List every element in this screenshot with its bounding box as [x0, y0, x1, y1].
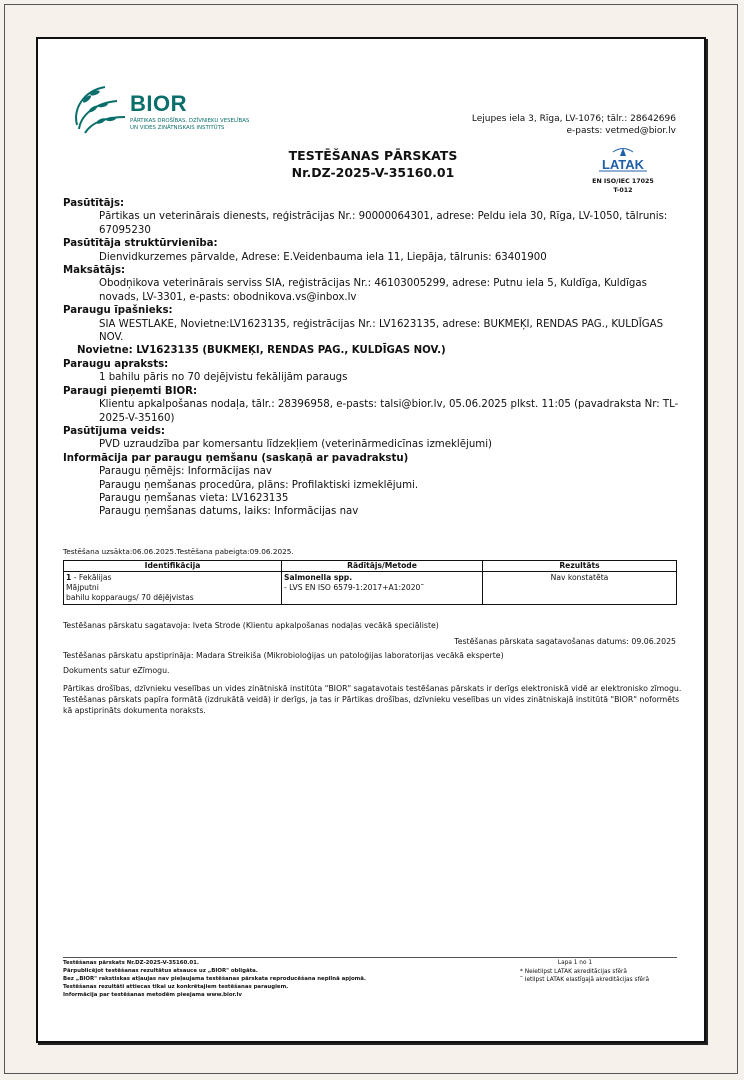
- header-indicator-method: Rādītājs/Metode: [282, 561, 483, 572]
- results-table: [63, 560, 677, 605]
- unit-value: Dienvidkurzemes pārvalde, Adrese: E.Veidenbauma iela 11, Liepāja, tālrunis: 63401900: [99, 251, 547, 263]
- page-number: Lapa 1 no 1: [557, 960, 593, 966]
- institute-address: Lejupes iela 3, Rīga, LV-1076; tālr.: 28642696 e-pasts: vetmed@bior.lv: [471, 114, 676, 136]
- description-label: Paraugu apraksts:: [63, 358, 169, 370]
- customer-label: Pasūtītājs:: [63, 198, 125, 209]
- document-title: TESTĒŠANAS PĀRSKATS Nr.DZ-2025-V-35160.01: [38, 147, 708, 181]
- payer-label: Maksātājs:: [63, 265, 126, 277]
- sampling-procedure: Paraugu ņemšanas procedūra, plāns: Profilaktiski izmeklējumi.: [99, 479, 419, 491]
- table-row: [64, 572, 677, 605]
- header-identification: Identifikācija: [64, 561, 282, 572]
- logo-subtitle: PĀRTIKAS DROŠĪBAS, DZĪVNIEKU VESELĪBAS UN VIDES ZINĀTNISKAIS INSTITŪTS: [130, 118, 250, 131]
- order-value: PVD uzraudzība par komersantu līdzekļiem (veterinārmedicīnas izmeklējumi): [99, 439, 493, 451]
- header-result: Rezultāts: [483, 561, 677, 572]
- validity-notes: Pārtikas drošības, dzīvnieku veselības un vides zinātniskā institūta "BIOR" sagatavotais testēšanas pārskats ir derīgs elektroniskā vidē ar elektronisko zīmogu. Testēšanas pārskats papīra formātā (izdrukātā veidā) ir derīgs, ja tas ir Pārtikas drošības, dzīvnieku veselības un vides zinātniskajā institūtā "BIOR" noformēts kā apstiprināts dokumenta noraksts.: [63, 684, 682, 715]
- logo-wordmark: BIOR: [130, 91, 187, 116]
- prepared-date: Testēšanas pārskata sagatavošanas datums: 09.06.2025: [454, 637, 676, 646]
- sampling-datetime: Paraugu ņemšanas datums, laiks: Informācijas nav: [99, 506, 359, 518]
- testing-dates: Testēšana uzsākta:06.06.2025.Testēšana pabeigta:09.06.2025.: [63, 547, 294, 556]
- owner-label: Paraugu īpašnieks:: [63, 305, 173, 317]
- description-value: 1 bahilu pāris no 70 dejējvistu fekālijām paraugs: [99, 372, 348, 384]
- cell-indicator-method: Salmonella spp. - LVS EN ISO 6579-1:2017+A1:2020˜: [282, 572, 483, 605]
- unit-label: Pasūtītāja struktūrvienība:: [63, 238, 218, 250]
- document-page: [36, 37, 706, 1043]
- received-label: Paraugi pieņemti BIOR:: [63, 385, 198, 397]
- report-fields: [63, 197, 683, 519]
- sampling-place: Paraugu ņemšanas vieta: LV1623135: [99, 492, 289, 504]
- accreditation-badge: LATAK EN ISO/IEC 17025 T-012: [583, 147, 663, 195]
- e-seal-note: Dokuments satur eZīmogu.: [63, 666, 170, 675]
- sampling-taker: Paraugu ņēmējs: Informācijas nav: [99, 466, 272, 478]
- cell-result: Nav konstatēta: [483, 572, 677, 605]
- table-header-row: [64, 561, 677, 572]
- report-number: Nr.DZ-2025-V-35160.01: [291, 165, 455, 180]
- received-value: Klientu apkalpošanas nodaļa, tālr.: 28396958, e-pasts: talsi@bior.lv, 05.06.2025 plkst. 11:05 (pavadraksta Nr: TL-2025-V-35160): [99, 399, 679, 424]
- cell-identification: 1 - Fekālijas Mājputni bahilu kopparaugs/ 70 dējējvistas: [64, 572, 282, 605]
- latak-logo-icon: [593, 147, 653, 173]
- customer-value: Pārtikas un veterinārais dienests, reģistrācijas Nr.: 90000064301, adrese: Peldu iela 30, Rīga, LV-1050, tālrunis: 67095230: [99, 211, 668, 236]
- prepared-by: Testēšanas pārskatu sagatavoja: Iveta Strode (Klientu apkalpošanas nodaļas vecākā speciāliste): [63, 621, 439, 630]
- footer-notes: Testēšanas pārskats Nr.DZ-2025-V-35160.01. Pārpublicējot testēšanas rezultātus atsauce uz „BIOR" obligāta. Bez „BIOR" rakstiskas atļaujas nav pieļaujama testēšanas pārskata reproducēšana nepilnā apjomā. Testēšanas rezultāti attiecas tikai uz konkrētajiem testēšanas paraugiem. Informācija par testēšanas metodēm pieejama www.bior.lv: [63, 960, 366, 998]
- approved-by: Testēšanas pārskatu apstiprināja: Madara Streikiša (Mikrobioloģijas un patoloģijas laboratorijas vecākā eksperte): [63, 651, 504, 660]
- holding-value: Novietne: LV1623135 (BUKMEĶI, RENDAS PAG., KULDĪGAS NOV.): [77, 345, 446, 357]
- footer-right: Lapa 1 no 1 * Neietilpst LATAK akreditācijas sfērā ˜ Ietilpst LATAK elastīgajā akreditācijas sfērā: [520, 960, 650, 984]
- footer-divider: [63, 957, 677, 958]
- sampling-label: Informācija par paraugu ņemšanu (saskaņā ar pavadrakstu): [63, 452, 409, 464]
- svg-text:LATAK: LATAK: [601, 157, 645, 172]
- order-label: Pasūtījuma veids:: [63, 425, 165, 437]
- owner-value: SIA WESTLAKE, Novietne:LV1623135, reģistrācijas Nr.: LV1623135, adrese: BUKMEĶI, RENDAS PAG., KULDĪGAS NOV.: [99, 318, 664, 344]
- payer-value: Obodņikova veterinārais serviss SIA, reģistrācijas Nr.: 46103005299, adrese: Putnu iela 5, Kuldīga, Kuldīgas novads, LV-3301, e-pasts: obodnikova.vs@inbox.lv: [99, 278, 647, 303]
